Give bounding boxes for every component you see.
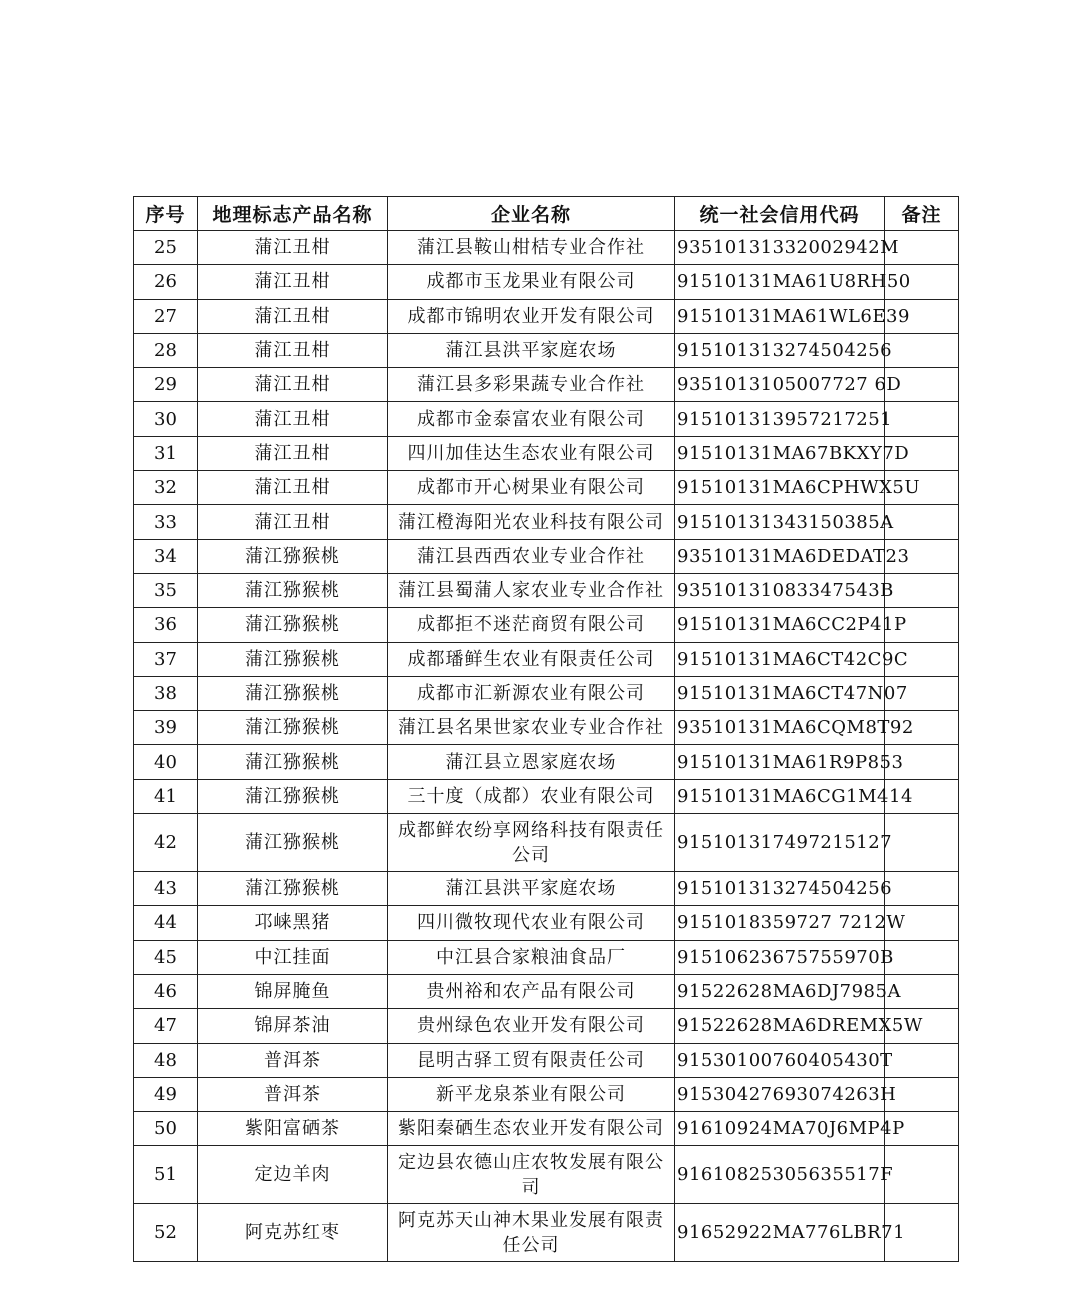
cell-product: 蒲江丑柑: [198, 265, 388, 299]
cell-credit-code: 915101317497215127: [675, 814, 885, 872]
cell-credit-code: 91510131MA6CT42C9C: [675, 642, 885, 676]
cell-note: [885, 1146, 959, 1204]
cell-credit-code: 91522628MA6DJ7985A: [675, 974, 885, 1008]
cell-product: 蒲江猕猴桃: [198, 539, 388, 573]
cell-credit-code: 93510131332002942M: [675, 231, 885, 265]
cell-credit-code: 91610924MA70J6MP4P: [675, 1112, 885, 1146]
cell-credit-code: 91510131MA6CT47N07: [675, 676, 885, 710]
cell-company: 蒲江县蜀蒲人家农业专业合作社: [388, 573, 675, 607]
cell-seq: 48: [134, 1043, 198, 1077]
cell-credit-code: 91510131MA61U8RH50: [675, 265, 885, 299]
cell-seq: 43: [134, 872, 198, 906]
table-row: [134, 333, 959, 367]
cell-seq: 36: [134, 608, 198, 642]
table-row: [134, 872, 959, 906]
table-header: [134, 197, 959, 231]
cell-company: 蒲江县洪平家庭农场: [388, 333, 675, 367]
table-row: [134, 436, 959, 470]
cell-company: 贵州绿色农业开发有限公司: [388, 1009, 675, 1043]
table-row: [134, 1146, 959, 1204]
cell-company: 成都璠鲜生农业有限责任公司: [388, 642, 675, 676]
header-company: 企业名称: [388, 197, 675, 231]
cell-credit-code: 91510131MA61WL6E39: [675, 299, 885, 333]
cell-seq: 26: [134, 265, 198, 299]
cell-seq: 52: [134, 1204, 198, 1262]
table-row: [134, 539, 959, 573]
cell-credit-code: 91510131MA6CPHWX5U: [675, 471, 885, 505]
cell-company: 蒲江县洪平家庭农场: [388, 872, 675, 906]
cell-credit-code: 93510131083347543B: [675, 573, 885, 607]
cell-credit-code: 91510623675755970B: [675, 940, 885, 974]
cell-company: 新平龙泉茶业有限公司: [388, 1077, 675, 1111]
table-row: [134, 1204, 959, 1262]
cell-seq: 39: [134, 711, 198, 745]
table-row: [134, 974, 959, 1008]
cell-credit-code: 91510131MA6CC2P41P: [675, 608, 885, 642]
cell-product: 蒲江丑柑: [198, 368, 388, 402]
cell-product: 蒲江丑柑: [198, 505, 388, 539]
cell-company: 定边县农德山庄农牧发展有限公司: [388, 1146, 675, 1204]
cell-product: 蒲江猕猴桃: [198, 573, 388, 607]
cell-seq: 37: [134, 642, 198, 676]
cell-seq: 40: [134, 745, 198, 779]
cell-company: 中江县合家粮油食品厂: [388, 940, 675, 974]
cell-credit-code: 915101313274504256: [675, 333, 885, 367]
table-row: [134, 1112, 959, 1146]
table-row: [134, 471, 959, 505]
cell-credit-code: 91652922MA776LBR71: [675, 1204, 885, 1262]
enterprise-table: [133, 196, 959, 1262]
cell-company: 蒲江县西西农业专业合作社: [388, 539, 675, 573]
cell-company: 昆明古驿工贸有限责任公司: [388, 1043, 675, 1077]
table-row: [134, 745, 959, 779]
cell-seq: 35: [134, 573, 198, 607]
cell-note: [885, 940, 959, 974]
cell-product: 蒲江猕猴桃: [198, 608, 388, 642]
table-row: [134, 573, 959, 607]
cell-product: 普洱茶: [198, 1043, 388, 1077]
table-row: [134, 814, 959, 872]
cell-seq: 31: [134, 436, 198, 470]
cell-company: 蒲江县多彩果蔬专业合作社: [388, 368, 675, 402]
cell-product: 锦屏茶油: [198, 1009, 388, 1043]
cell-seq: 47: [134, 1009, 198, 1043]
cell-company: 成都市金泰富农业有限公司: [388, 402, 675, 436]
cell-company: 成都市汇新源农业有限公司: [388, 676, 675, 710]
cell-seq: 41: [134, 779, 198, 813]
cell-note: [885, 573, 959, 607]
cell-seq: 45: [134, 940, 198, 974]
cell-seq: 32: [134, 471, 198, 505]
cell-product: 蒲江丑柑: [198, 333, 388, 367]
table-row: [134, 1043, 959, 1077]
cell-product: 蒲江丑柑: [198, 231, 388, 265]
table-row: [134, 505, 959, 539]
table-body: [134, 231, 959, 1262]
cell-credit-code: 91510131MA61R9P853: [675, 745, 885, 779]
table-row: [134, 779, 959, 813]
cell-company: 阿克苏天山神木果业发展有限责任公司: [388, 1204, 675, 1262]
header-note: 备注: [885, 197, 959, 231]
cell-seq: 28: [134, 333, 198, 367]
cell-seq: 38: [134, 676, 198, 710]
header-seq: 序号: [134, 197, 198, 231]
cell-product: 蒲江丑柑: [198, 471, 388, 505]
cell-product: 蒲江猕猴桃: [198, 745, 388, 779]
cell-company: 三十度（成都）农业有限公司: [388, 779, 675, 813]
cell-product: 邛崃黑猪: [198, 906, 388, 940]
cell-note: [885, 1043, 959, 1077]
cell-credit-code: 91530100760405430T: [675, 1043, 885, 1077]
cell-company: 成都市锦明农业开发有限公司: [388, 299, 675, 333]
cell-note: [885, 505, 959, 539]
table-row: [134, 711, 959, 745]
cell-company: 蒲江县名果世家农业专业合作社: [388, 711, 675, 745]
cell-credit-code: 93510131MA6DEDAT23: [675, 539, 885, 573]
cell-product: 蒲江丑柑: [198, 402, 388, 436]
cell-product: 蒲江猕猴桃: [198, 676, 388, 710]
cell-product: 蒲江猕猴桃: [198, 642, 388, 676]
cell-seq: 44: [134, 906, 198, 940]
cell-product: 定边羊肉: [198, 1146, 388, 1204]
cell-seq: 27: [134, 299, 198, 333]
table-row: [134, 608, 959, 642]
table-row: [134, 299, 959, 333]
header-credit-code: 统一社会信用代码: [675, 197, 885, 231]
cell-seq: 49: [134, 1077, 198, 1111]
cell-product: 蒲江猕猴桃: [198, 814, 388, 872]
cell-seq: 50: [134, 1112, 198, 1146]
cell-credit-code: 91510131343150385A: [675, 505, 885, 539]
cell-company: 成都市玉龙果业有限公司: [388, 265, 675, 299]
cell-product: 普洱茶: [198, 1077, 388, 1111]
cell-credit-code: 93510131MA6CQM8T92: [675, 711, 885, 745]
table-row: [134, 940, 959, 974]
header-row: [134, 197, 959, 231]
cell-credit-code: 915101313957217251: [675, 402, 885, 436]
cell-seq: 51: [134, 1146, 198, 1204]
table-row: [134, 368, 959, 402]
cell-product: 紫阳富硒茶: [198, 1112, 388, 1146]
table-row: [134, 642, 959, 676]
cell-product: 蒲江猕猴桃: [198, 779, 388, 813]
header-product: 地理标志产品名称: [198, 197, 388, 231]
cell-company: 成都拒不迷茫商贸有限公司: [388, 608, 675, 642]
cell-product: 中江挂面: [198, 940, 388, 974]
cell-seq: 46: [134, 974, 198, 1008]
table-row: [134, 1009, 959, 1043]
cell-product: 蒲江丑柑: [198, 299, 388, 333]
cell-company: 四川微牧现代农业有限公司: [388, 906, 675, 940]
cell-credit-code: 91610825305635517F: [675, 1146, 885, 1204]
cell-note: [885, 872, 959, 906]
cell-credit-code: 91510131MA6CG1M414: [675, 779, 885, 813]
cell-credit-code: 915101313274504256: [675, 872, 885, 906]
cell-credit-code: 91510131MA67BKXY7D: [675, 436, 885, 470]
table-row: [134, 1077, 959, 1111]
cell-seq: 25: [134, 231, 198, 265]
cell-product: 阿克苏红枣: [198, 1204, 388, 1262]
cell-credit-code: 9151018359727 7212W: [675, 906, 885, 940]
cell-product: 蒲江猕猴桃: [198, 872, 388, 906]
cell-seq: 30: [134, 402, 198, 436]
cell-credit-code: 91522628MA6DREMX5W: [675, 1009, 885, 1043]
cell-seq: 34: [134, 539, 198, 573]
cell-company: 蒲江县鞍山柑桔专业合作社: [388, 231, 675, 265]
cell-company: 贵州裕和农产品有限公司: [388, 974, 675, 1008]
cell-credit-code: 9351013105007727 6D: [675, 368, 885, 402]
table-row: [134, 906, 959, 940]
table-row: [134, 231, 959, 265]
table-row: [134, 402, 959, 436]
cell-company: 成都市开心树果业有限公司: [388, 471, 675, 505]
cell-product: 锦屏腌鱼: [198, 974, 388, 1008]
cell-seq: 33: [134, 505, 198, 539]
cell-credit-code: 91530427693074263H: [675, 1077, 885, 1111]
cell-note: [885, 814, 959, 872]
cell-note: [885, 333, 959, 367]
cell-seq: 29: [134, 368, 198, 402]
cell-company: 蒲江县立恩家庭农场: [388, 745, 675, 779]
cell-product: 蒲江猕猴桃: [198, 711, 388, 745]
cell-seq: 42: [134, 814, 198, 872]
cell-product: 蒲江丑柑: [198, 436, 388, 470]
cell-company: 四川加佳达生态农业有限公司: [388, 436, 675, 470]
cell-company: 紫阳秦硒生态农业开发有限公司: [388, 1112, 675, 1146]
table-row: [134, 676, 959, 710]
cell-company: 蒲江橙海阳光农业科技有限公司: [388, 505, 675, 539]
cell-company: 成都鲜农纷享网络科技有限责任公司: [388, 814, 675, 872]
table-row: [134, 265, 959, 299]
cell-note: [885, 402, 959, 436]
